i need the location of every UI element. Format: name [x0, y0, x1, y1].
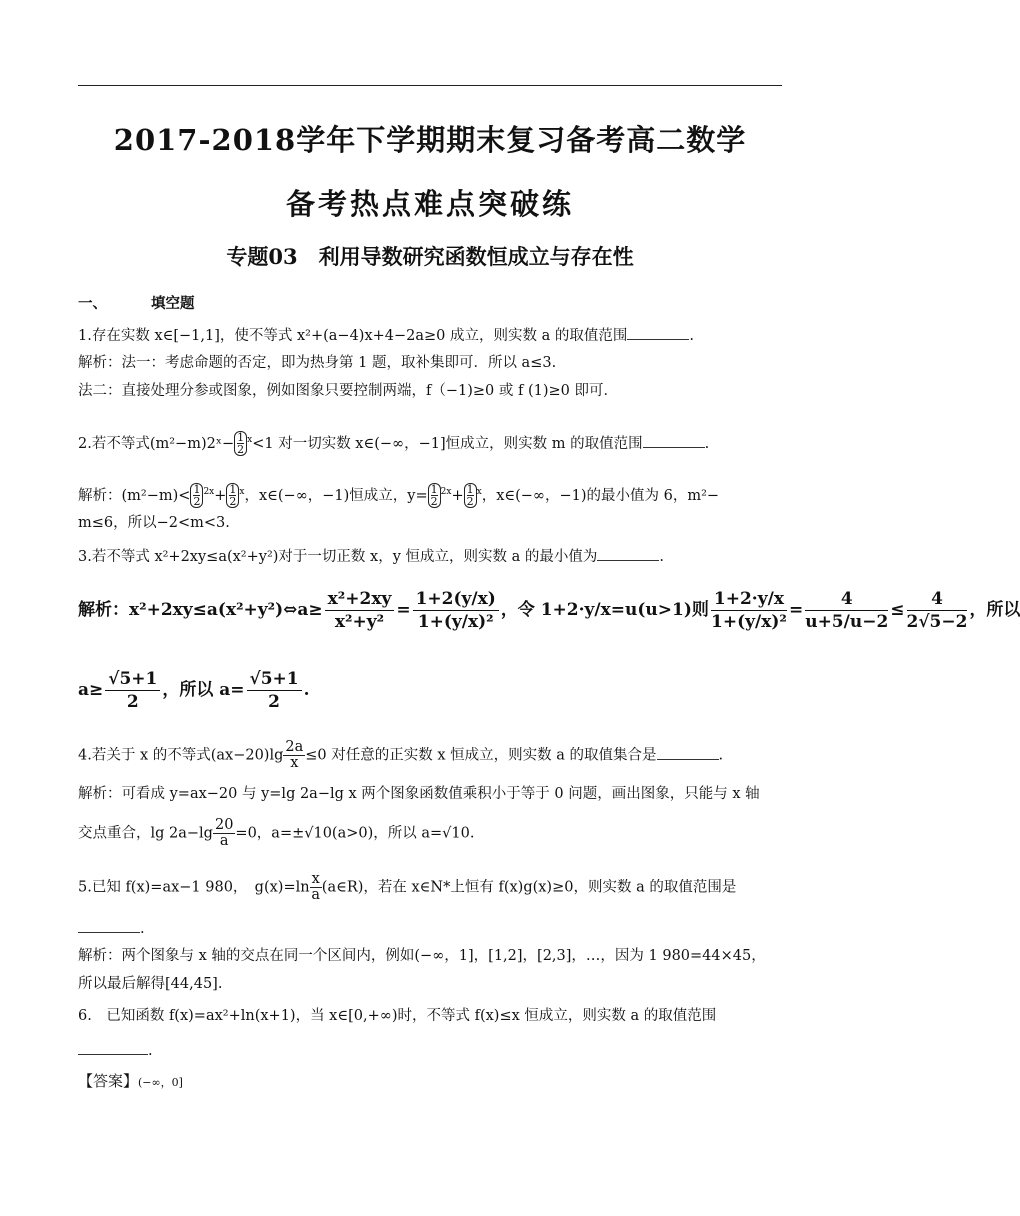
- answer-blank: [78, 1040, 148, 1055]
- q5-solution-1: 解析：两个图象与 x 轴的交点在同一个区间内，例如(−∞，1]，[1,2]，[2,3]，…，因为 1 980=44×45，: [78, 948, 766, 964]
- question-5: 5.已知 f(x)=ax−1 980， g(x)=ln $\frac{x}{a}$ (a∈R)，若在 x∈N*上恒有 f(x)g(x)≥0，则实数 a 的取值范围是: [78, 871, 737, 903]
- topic-title: 专题03 利用导数研究函数恒成立与存在性: [226, 244, 634, 269]
- question-4: 4.若关于 x 的不等式(ax−20)lg $\frac{2a}{x}$ ≤0 对任意的正实数 x 恒成立，则实数 a 的取值集合是 .: [78, 739, 724, 771]
- q1-solution-1: 解析：法一：考虑命题的否定，即为热身第 1 题，取补集即可．所以 a≤3.: [78, 355, 557, 371]
- q3-solution: 解析：x²+2xy≤a(x²+y²)⇔a≥ $\frac{\text{x²+2xy}}{\text{x²+y²}}$ = $\frac{1+2(y/x)}{\text{1+(y/x)²}}$ ，令 1+2·y/x=u(u>1)则 $\frac{1+2\cdot y/x}{\text{1+(y/x)²}}$ = $\frac{4}{u+5/u-2}$ ≤ $\frac{4}{2√5-2}$ ，所以: [78, 589, 1020, 632]
- top-rule: [78, 85, 782, 86]
- q6-answer-blank-line: .: [78, 1040, 153, 1061]
- q1-solution-2: 法二：直接处理分参或图象，例如图象只要控制两端，f（−1)≥0 或 f (1)≥0 即可．: [78, 383, 618, 399]
- q5-answer-blank-line: .: [78, 918, 145, 939]
- answer-blank: [643, 433, 705, 448]
- answer-blank: [78, 918, 140, 933]
- answer-blank: [597, 546, 659, 561]
- q6-answer: 【答案】(−∞，0]: [78, 1072, 183, 1090]
- question-3: 3.若不等式 x²+2xy≤a(x²+y²)对于一切正数 x，y 恒成立，则实数 a 的最小值为 .: [78, 546, 664, 567]
- question-2: 2.若不等式(m²−m)2ˣ− $\frac{1}{2}$ $^x$<1 对一切实数 x∈(−∞，−1]恒成立，则实数 m 的取值范围 .: [78, 431, 710, 457]
- q2-solution: 解析：(m²−m)< $\frac{1}{2}$ $^{2x}$+ $\frac{1}{2}$ $^x$，x∈(−∞，−1)恒成立，y= $\frac{1}{2}$ $^{2x}$+ $\frac{1}{2}$ $^x$，x∈(−∞，−1)的最小值为 6，m²−: [78, 483, 720, 509]
- q3-solution-end: a≥ $\frac{√5+1}{2}$ ，所以 a= $\frac{√5+1}{2}$ .: [78, 669, 310, 712]
- title-line-2: 备考热点难点突破练: [285, 187, 574, 221]
- section-heading: 一、 填空题: [78, 295, 195, 312]
- q4-solution-1: 解析：可看成 y=ax−20 与 y=lg 2a−lg x 两个图象函数值乘积小于等于 0 问题，画出图象，只能与 x 轴: [78, 786, 760, 802]
- answer-blank: [657, 745, 719, 760]
- question-1: 1.存在实数 x∈[−1,1]，使不等式 x²+(a−4)x+4−2a≥0 成立，则实数 a 的取值范围 .: [78, 325, 694, 346]
- question-6: 6. 已知函数 f(x)=ax²+ln(x+1)，当 x∈[0,+∞)时，不等式 f(x)≤x 恒成立，则实数 a 的取值范围: [78, 1008, 717, 1024]
- title-line-1: 2017-2018学年下学期期末复习备考高二数学: [113, 123, 747, 157]
- q2-solution-end: m≤6，所以−2<m<3.: [78, 515, 230, 531]
- q4-solution-2: 交点重合，lg 2a−lg $\frac{20}{a}$ =0，a=±√10(a>0)，所以 a=√10.: [78, 817, 475, 849]
- bracket-fraction: $\frac{1}{2}$: [234, 431, 247, 456]
- answer-blank: [627, 325, 689, 340]
- q5-solution-2: 所以最后解得[44,45].: [78, 976, 223, 992]
